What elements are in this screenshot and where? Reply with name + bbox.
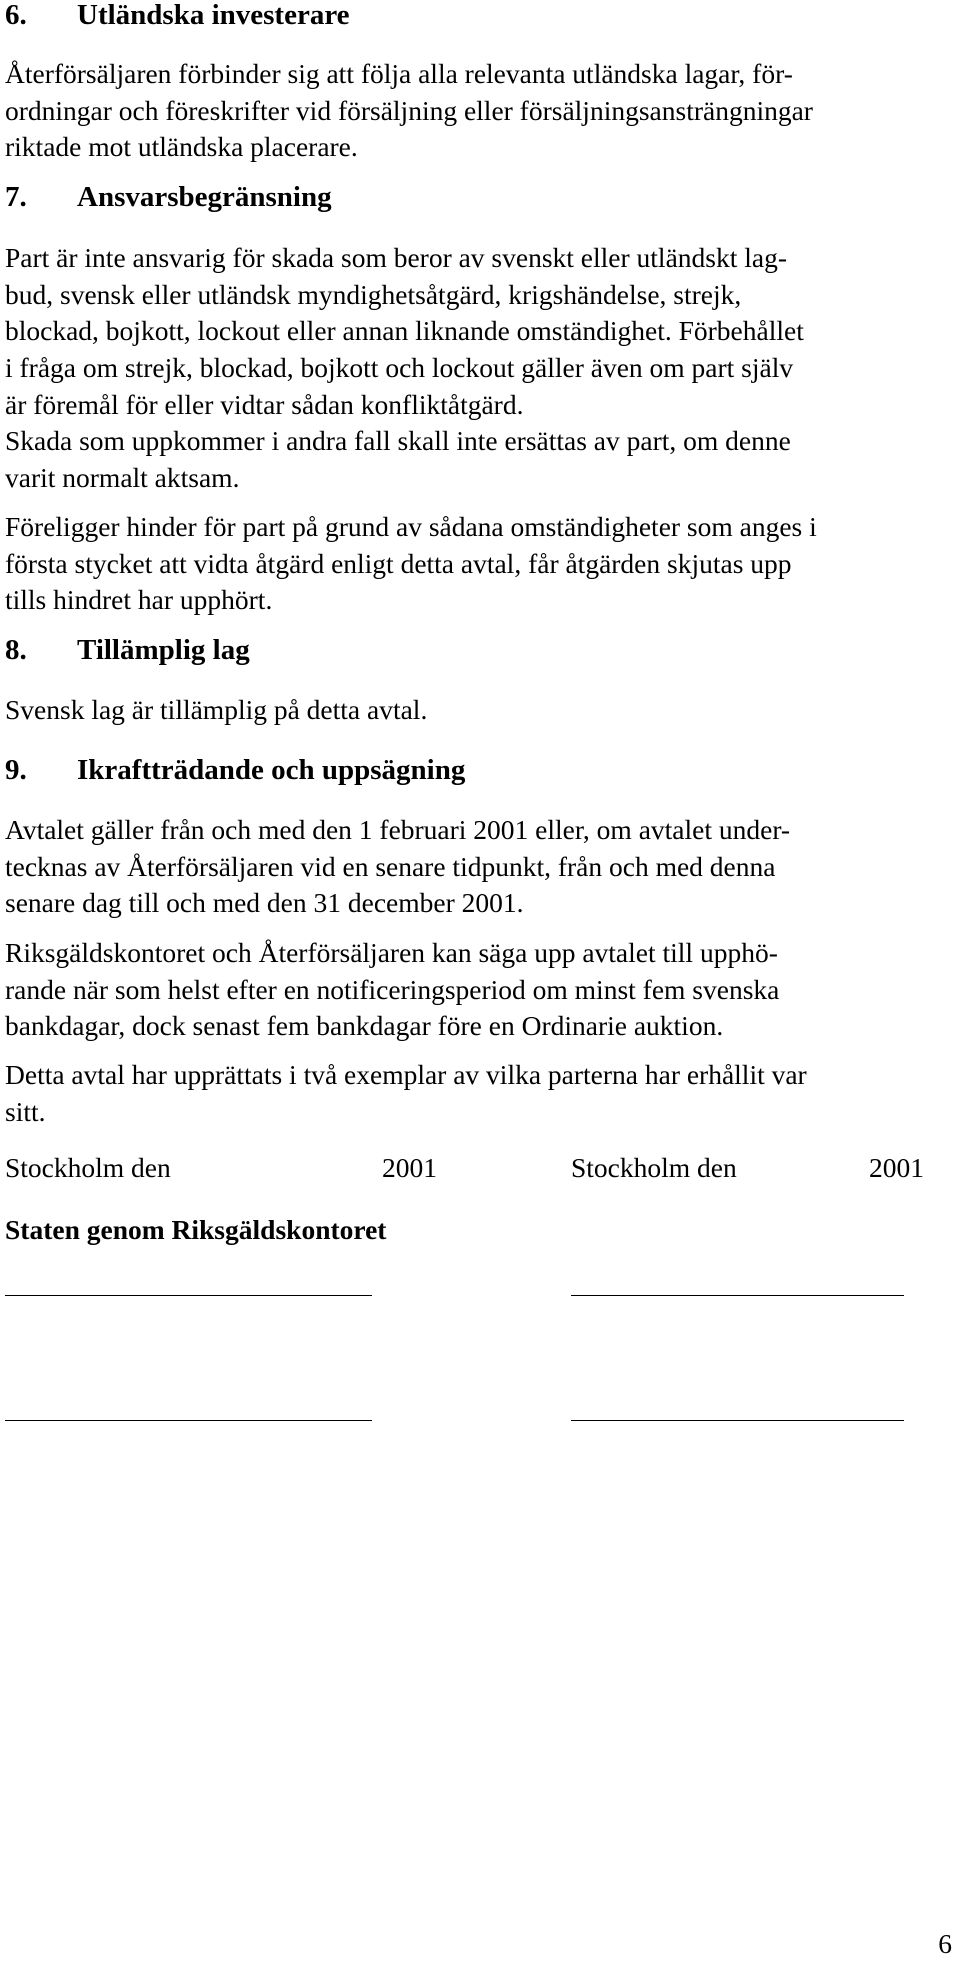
text-line: Föreligger hinder för part på grund av sådana omständigheter som anges i bbox=[5, 511, 817, 542]
section-number: 8. bbox=[5, 634, 27, 666]
section-6-paragraph-1 bbox=[5, 56, 953, 166]
text-line: Detta avtal har upprättats i två exemplar av vilka parterna har erhållit var bbox=[5, 1059, 807, 1090]
text-line: första stycket att vidta åtgärd enligt detta avtal, får åtgärden skjutas upp bbox=[5, 547, 792, 579]
text-line: bud, svensk eller utländsk myndighetsåtgärd, krigshändelse, strejk, bbox=[5, 278, 742, 310]
text-line: är föremål för eller vidtar sådan konfliktåtgärd. bbox=[5, 388, 524, 420]
text-line: Avtalet gäller från och med den 1 februari 2001 eller, om avtalet under- bbox=[5, 814, 791, 845]
section-9-paragraph-2 bbox=[5, 935, 953, 1045]
signature-right-place: Stockholm den bbox=[571, 1152, 737, 1183]
text-line: Part är inte ansvarig för skada som beror av svenskt eller utländskt lag- bbox=[5, 242, 787, 273]
signature-right-year: 2001 bbox=[869, 1152, 924, 1183]
section-7-paragraph-2 bbox=[5, 423, 953, 496]
text-line: sitt. bbox=[5, 1095, 46, 1127]
text-line: varit normalt aktsam. bbox=[5, 461, 240, 493]
section-9-paragraph-3 bbox=[5, 1057, 953, 1130]
section-number: 9. bbox=[5, 754, 27, 786]
text-line: tecknas av Återförsäljaren vid en senare tidpunkt, från och med denna bbox=[5, 850, 776, 882]
text-line: i fråga om strejk, blockad, bojkott och lockout gäller även om part själv bbox=[5, 352, 794, 384]
signature-left-place: Stockholm den bbox=[5, 1152, 171, 1183]
section-number: 7. bbox=[5, 181, 27, 213]
section-8-paragraph-1 bbox=[5, 692, 953, 729]
page-number: 6 bbox=[938, 1928, 952, 1959]
text-line: blockad, bojkott, lockout eller annan liknande omständighet. Förbehållet bbox=[5, 315, 804, 347]
section-title: Utländska investerare bbox=[77, 0, 350, 31]
text-line: Svensk lag är tillämplig på detta avtal. bbox=[5, 694, 428, 725]
section-9-paragraph-1 bbox=[5, 812, 953, 922]
section-title: Tillämplig lag bbox=[77, 634, 250, 666]
section-7-paragraph-1 bbox=[5, 240, 953, 424]
section-9-heading bbox=[5, 752, 465, 788]
signature-line-right-2 bbox=[571, 1420, 904, 1421]
text-line: senare dag till och med den 31 december 2001. bbox=[5, 887, 524, 919]
text-line: Skada som uppkommer i andra fall skall inte ersättas av part, om denne bbox=[5, 425, 791, 456]
section-title: Ikraftträdande och uppsägning bbox=[77, 754, 466, 786]
section-6-heading bbox=[5, 0, 350, 33]
text-line: Återförsäljaren förbinder sig att följa alla relevanta utländska lagar, för- bbox=[5, 58, 793, 89]
section-number: 6. bbox=[5, 0, 27, 31]
text-line: tills hindret har upphört. bbox=[5, 584, 273, 616]
signature-left-year: 2001 bbox=[382, 1152, 437, 1183]
text-line: bankdagar, dock senast fem bankdagar före en Ordinarie auktion. bbox=[5, 1010, 724, 1042]
signature-line-right-1 bbox=[571, 1295, 904, 1296]
section-8-heading bbox=[5, 632, 250, 668]
text-line: ordningar och föreskrifter vid försäljning eller försäljningsansträngningar bbox=[5, 94, 813, 126]
text-line: Riksgäldskontoret och Återförsäljaren kan säga upp avtalet till upphö- bbox=[5, 937, 778, 968]
text-line: rande när som helst efter en notificeringsperiod om minst fem svenska bbox=[5, 973, 780, 1005]
signature-line-left-1 bbox=[5, 1295, 372, 1296]
signature-line-left-2 bbox=[5, 1420, 372, 1421]
section-7-paragraph-3 bbox=[5, 509, 953, 619]
section-7-heading bbox=[5, 179, 332, 215]
text-line: riktade mot utländska placerare. bbox=[5, 131, 358, 163]
signature-party: Staten genom Riksgäldskontoret bbox=[5, 1214, 387, 1245]
section-title: Ansvarsbegränsning bbox=[77, 181, 332, 213]
